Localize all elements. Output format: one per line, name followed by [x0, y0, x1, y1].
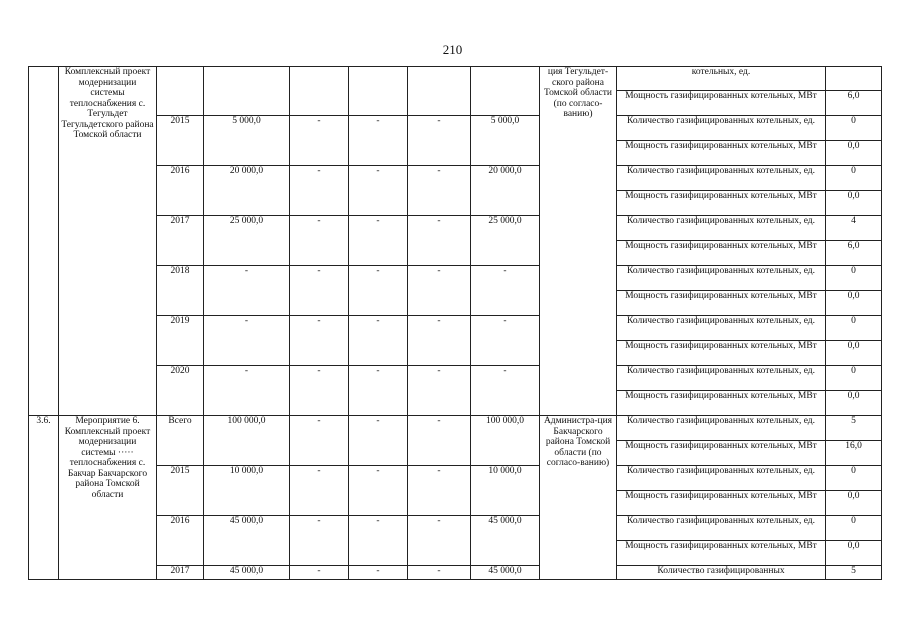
- value-cell: 0,0: [826, 341, 882, 366]
- budget-cell: 10 000,0: [471, 466, 540, 516]
- value-cell: 0,0: [826, 291, 882, 316]
- indicator-cell: Количество газифицированных котельных, ед.: [617, 266, 826, 291]
- indicator-cell: Количество газифицированных котельных, ед.: [617, 316, 826, 341]
- value-cell: 0: [826, 516, 882, 541]
- executor: ция Тегульдет-ского района Томской области (по согласо-ванию): [540, 67, 617, 416]
- row-num: [29, 67, 59, 416]
- indicator-cell: Мощность газифицированных котельных, МВт: [617, 341, 826, 366]
- budget-cell: -: [471, 366, 540, 416]
- indicator-cell: Мощность газифицированных котельных, МВт: [617, 291, 826, 316]
- indicator-cell: Количество газифицированных котельных, ед.: [617, 366, 826, 391]
- indicator-cell: Количество газифицированных котельных, ед.: [617, 116, 826, 141]
- budget-cell: 45 000,0: [471, 566, 540, 580]
- total-cell: 100 000,0: [204, 416, 290, 466]
- indicator-cell: Количество газифицированных котельных, ед.: [617, 166, 826, 191]
- total-cell: 20 000,0: [204, 166, 290, 216]
- year-cell: Всего: [157, 416, 204, 466]
- value-cell: 0: [826, 116, 882, 141]
- year-cell: 2017: [157, 566, 204, 580]
- indicator-cell: Мощность газифицированных котельных, МВт: [617, 541, 826, 566]
- indicator-cell: Мощность газифицированных котельных, МВт: [617, 491, 826, 516]
- indicator-cell: Количество газифицированных: [617, 566, 826, 580]
- value-cell: 0: [826, 466, 882, 491]
- budget-cell: 100 000,0: [471, 416, 540, 466]
- value-cell: 5: [826, 416, 882, 441]
- row-num: 3.6.: [29, 416, 59, 580]
- total-cell: 5 000,0: [204, 116, 290, 166]
- value-cell: 6,0: [826, 91, 882, 116]
- indicator-cell: Мощность газифицированных котельных, МВт: [617, 91, 826, 116]
- total-cell: 10 000,0: [204, 466, 290, 516]
- value-cell: 0: [826, 316, 882, 341]
- year-cell: 2016: [157, 516, 204, 566]
- year-cell: 2016: [157, 166, 204, 216]
- year-cell: 2019: [157, 316, 204, 366]
- year-cell: 2015: [157, 466, 204, 516]
- value-cell: 0,0: [826, 191, 882, 216]
- value-cell: 0: [826, 366, 882, 391]
- budget-cell: 20 000,0: [471, 166, 540, 216]
- year-cell: 2017: [157, 216, 204, 266]
- value-cell: 0,0: [826, 491, 882, 516]
- budget-cell: -: [471, 316, 540, 366]
- executor: Администра-ция Бакчарского района Томской области (по согласо-ванию): [540, 416, 617, 580]
- budget-cell: 5 000,0: [471, 116, 540, 166]
- value-cell: 0,0: [826, 141, 882, 166]
- total-cell: 45 000,0: [204, 516, 290, 566]
- indicator-cell: Мощность газифицированных котельных, МВт: [617, 391, 826, 416]
- total-cell: 45 000,0: [204, 566, 290, 580]
- section-bakchar: 3.6. Мероприятие 6. Комплексный проект модернизации системы ····· теплоснабжения с. Бакчар Бакчарского района Томской области Всего 100 000,0 - - - 100 000,0 Администра-ция Бакчарского района Томской области (по согласо-ванию) Количество газифицированных котельных, ед. 5 Мощность газифицированных котельных, МВт 16,0 2015 10 000,0 - - - 10 000,0 Количество газифицированных котельных, ед. 0 Мощность газифицированных котельных, МВт 0,0 2016 45 000,0 - - - 45 000,0 Количество газифицированных котельных, ед. 0 Мощность газифицированных котельных, МВт 0,0 2017 45 000,0 - - - 45 000,0 Количество газифицированных 5: [29, 416, 882, 580]
- total-cell: -: [204, 316, 290, 366]
- program-table: [28, 66, 882, 580]
- total-cell: 25 000,0: [204, 216, 290, 266]
- indicator-cell: Мощность газифицированных котельных, МВт: [617, 241, 826, 266]
- year-cell: 2020: [157, 366, 204, 416]
- indicator-cell: Количество газифицированных котельных, ед.: [617, 216, 826, 241]
- value-cell: 0: [826, 166, 882, 191]
- total-cell: -: [204, 366, 290, 416]
- budget-cell: 45 000,0: [471, 516, 540, 566]
- value-cell: [826, 67, 882, 91]
- value-cell: 4: [826, 216, 882, 241]
- budget-cell: -: [471, 266, 540, 316]
- indicator-cell: Мощность газифицированных котельных, МВт: [617, 441, 826, 466]
- indicator-cell: Мощность газифицированных котельных, МВт: [617, 191, 826, 216]
- section-tegul: Комплексный проект модернизации системы теплоснабжения с. Тегульдет Тегульдетского района Томской области ция Тегульдет-ского района Томской области (по согласо-ванию) котельных, ед. Мощность газифицированных котельных, МВт 6,0 2015 5 000,0 - - - 5 000,0 Количество газифицированных котельных, ед. 0 Мощность газифицированных котельных, МВт 0,0 2016 20 000,0 - - - 20 000,0 Количество газифицированных котельных, ед. 0 Мощность газифицированных котельных, МВт 0,0 2017 25 000,0 - - - 25 000,0 Количество газифицированных котельных, ед. 4 Мощность газифицированных котельных, МВт 6,0 2018 - - - - - Количество газифицированных котельных, ед. 0 Мощность газифицированных котельных, МВт 0,0 2019 - - - - - Количество газифицированных котельных, ед. 0 Мощность газифицированных котельных, МВт 0,0 2020 - - - - - Количество газифицированных котельных, ед. 0 Мощность газифицированных котельных, МВт 0,0: [29, 67, 882, 416]
- measure-name: Комплексный проект модернизации системы теплоснабжения с. Тегульдет Тегульдетского района Томской области: [59, 67, 157, 416]
- indicator-cell: Количество газифицированных котельных, ед.: [617, 416, 826, 441]
- value-cell: 0: [826, 266, 882, 291]
- value-cell: 6,0: [826, 241, 882, 266]
- indicator-cell: Мощность газифицированных котельных, МВт: [617, 141, 826, 166]
- value-cell: 0,0: [826, 541, 882, 566]
- indicator-cell: Количество газифицированных котельных, ед.: [617, 516, 826, 541]
- total-cell: -: [204, 266, 290, 316]
- budget-cell: 25 000,0: [471, 216, 540, 266]
- value-cell: 5: [826, 566, 882, 580]
- indicator-cell: Количество газифицированных котельных, ед.: [617, 466, 826, 491]
- indicator-cell: котельных, ед.: [617, 67, 826, 91]
- year-cell: 2018: [157, 266, 204, 316]
- measure-name: Мероприятие 6. Комплексный проект модернизации системы ····· теплоснабжения с. Бакчар Бакчарского района Томской области: [59, 416, 157, 580]
- value-cell: 16,0: [826, 441, 882, 466]
- page-number: 210: [442, 42, 463, 57]
- year-cell: 2015: [157, 116, 204, 166]
- value-cell: 0,0: [826, 391, 882, 416]
